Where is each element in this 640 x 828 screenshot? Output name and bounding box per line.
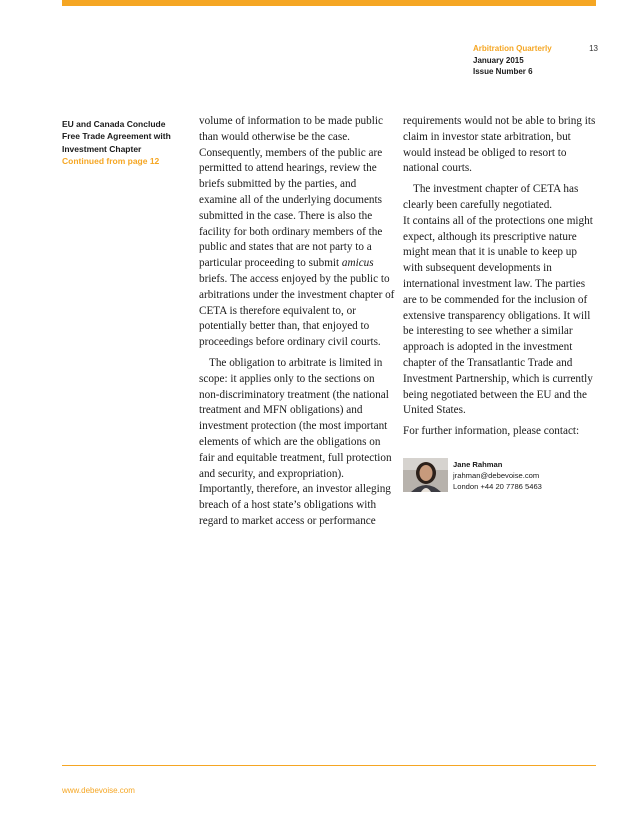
sidebar-title-line: EU and Canada Conclude <box>62 119 166 129</box>
paragraph: requirements would not be able to bring its claim in investor state arbitration, but would instead be obliged to resort to national courts. <box>403 115 596 175</box>
issue-date: January 2015 <box>473 55 524 65</box>
sidebar-title-line: Investment Chapter <box>62 143 142 154</box>
paragraph: It contains all of the protections one might expect, although its prescriptive nature might mean that it is unable to keep up with subsequent developments in international investment law. The parties are to be commended for the inclusion of extensive transparency obligations. It will be interesting to see whether a similar approach is adopted in the investment chapter of the Transatlantic Trade and Investment Partnership, which is currently being negotiated between the EU and the United States. <box>403 214 593 417</box>
paragraph: The obligation to arbitrate is limited in scope: it applies only to the sections on non-discriminatory treatment (the national treatment and MFN obligations) and investment protection (the most important elements of which are the obligations on fair and equitable treatment, full protection and security, and expropriation). Importantly, therefore, an investor alleging breach of a host state’s obligations with regard to market access or performance <box>199 356 392 527</box>
footer-website-link[interactable]: www.debevoise.com <box>62 786 135 795</box>
paragraph <box>199 114 395 351</box>
contact-card <box>403 458 599 492</box>
emphasis-text: amicus <box>341 257 374 270</box>
continued-from-link[interactable]: Continued from page 12 <box>62 155 160 166</box>
paragraph-text: briefs. The access enjoyed by the public to arbitrations under the investment chapter of CETA is therefore equivalent to, or potentially better than, that enjoyed to proceedings before ordinary civil courts. <box>199 272 395 349</box>
paragraph-text: volume of information to be made public than would otherwise be the case. Consequently, members of the public are permitted to attend hearings, review the briefs submitted by the parties, and examine all of the underlying documents submitted in the case. There is also the facility for both ordinary members of the public and states that are not party to a particular proceeding to submit <box>199 115 383 270</box>
sidebar-article-title <box>62 118 187 167</box>
contact-name: Jane Rahman <box>453 460 503 469</box>
contact-email-link[interactable]: jrahman@debevoise.com <box>453 471 540 480</box>
contact-photo <box>403 458 448 492</box>
top-accent-bar <box>62 0 596 6</box>
contact-prompt: For further information, please contact: <box>403 425 580 438</box>
page-header <box>473 43 598 78</box>
body-column-1 <box>199 114 395 530</box>
contact-phone: London +44 20 7786 5463 <box>453 482 542 491</box>
issue-number: Issue Number 6 <box>473 67 533 76</box>
page-number: 13 <box>589 44 598 53</box>
body-column-2 <box>403 114 599 440</box>
person-photo-icon <box>403 458 448 492</box>
contact-details <box>453 459 542 492</box>
footer-divider <box>62 765 596 766</box>
paragraph-lead: The investment chapter of CETA has clearly been carefully negotiated. <box>403 183 579 211</box>
sidebar-title-line: Free Trade Agreement with <box>62 131 171 142</box>
publication-title: Arbitration Quarterly <box>473 44 552 53</box>
